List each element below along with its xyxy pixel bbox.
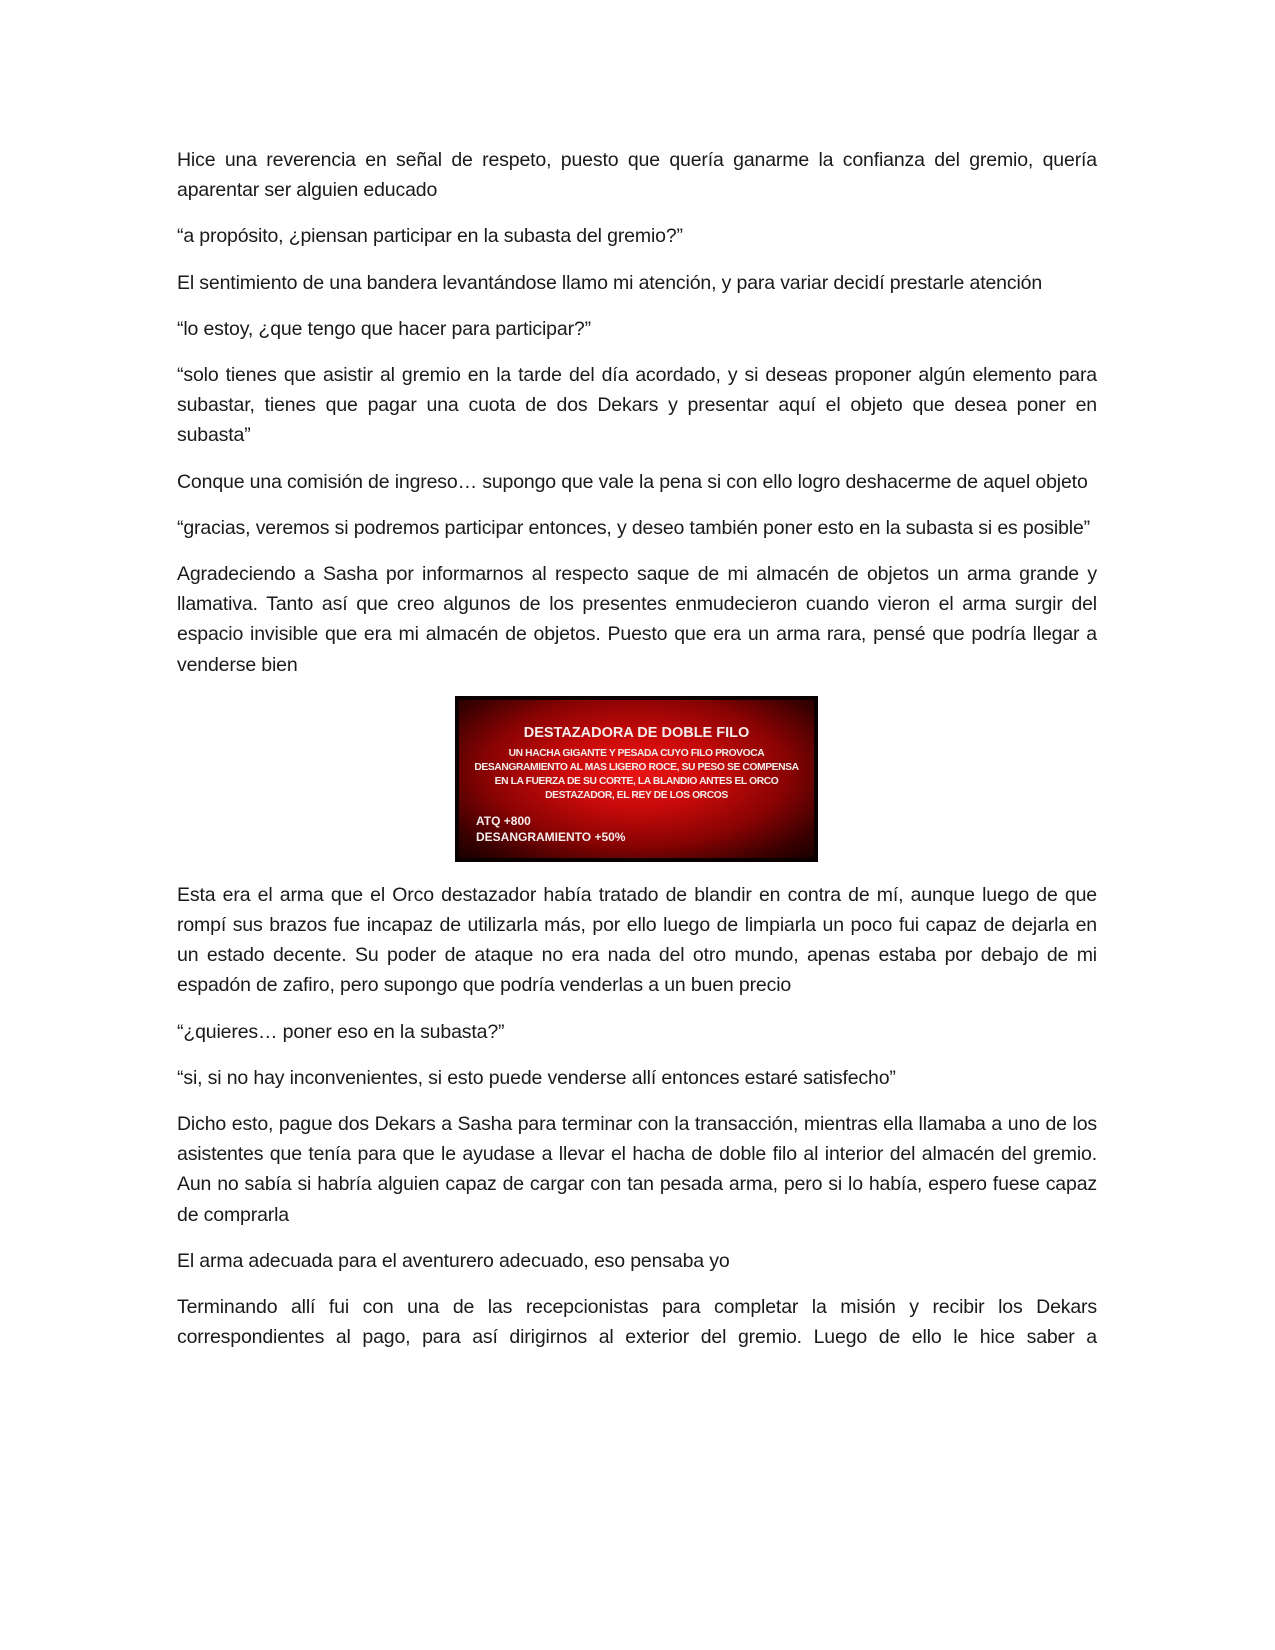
dialogue-paragraph: “a propósito, ¿piensan participar en la subasta del gremio?” <box>177 225 683 248</box>
item-stat-attack: ATQ +800 <box>476 813 531 828</box>
dialogue-paragraph: “gracias, veremos si podremos participar entonces, y deseo también poner esto en la subasta si es posible” <box>177 516 1090 539</box>
paragraph: Hice una reverencia en señal de respeto, puesto que quería ganarme la confianza del gremio, quería aparentar ser alguien educado <box>177 149 1097 202</box>
item-card-stats <box>476 813 625 845</box>
document-page <box>177 145 1097 1368</box>
item-card-description: UN HACHA GIGANTE Y PESADA CUYO FILO PROVOCA DESANGRAMIENTO AL MAS LIGERO ROCE, SU PESO SE COMPENSA EN LA FUERZA DE SU CORTE, LA BLANDIO ANTES EL ORCO DESTAZADOR, EL REY DE LOS ORCOS <box>474 747 799 801</box>
item-card-image <box>455 696 818 862</box>
paragraph: Conque una comisión de ingreso… supongo que vale la pena si con ello logro deshacerme de aquel objeto <box>177 470 1088 493</box>
item-figure <box>177 696 1097 862</box>
paragraph: Terminando allí fui con una de las recepcionistas para completar la misión y recibir los Dekars correspondientes al pago, para así dirigirnos al exterior del gremio. Luego de ello le hice saber a <box>177 1296 1097 1349</box>
paragraph: El arma adecuada para el aventurero adecuado, eso pensaba yo <box>177 1249 730 1272</box>
dialogue-paragraph: “¿quieres… poner eso en la subasta?” <box>177 1020 505 1043</box>
paragraph: Agradeciendo a Sasha por informarnos al respecto saque de mi almacén de objetos un arma grande y llamativa. Tanto así que creo algunos de los presentes enmudecieron cuando vieron el arma surgir del espacio invisible que era mi almacén de objetos. Puesto que era un arma rara, pensé que podría llegar a venderse bien <box>177 563 1097 676</box>
paragraph: El sentimiento de una bandera levantándose llamo mi atención, y para variar decidí prestarle atención <box>177 271 1043 294</box>
item-card-title: DESTAZADORA DE DOBLE FILO <box>523 724 750 741</box>
dialogue-paragraph: “lo estoy, ¿que tengo que hacer para participar?” <box>177 317 591 340</box>
paragraph: Dicho esto, pague dos Dekars a Sasha para terminar con la transacción, mientras ella llamaba a uno de los asistentes que tenía para que le ayudase a llevar el hacha de doble filo al interior del almacén del gremio. Aun no sabía si habría alguien capaz de cargar con tan pesada arma, pero si lo había, espero fuese capaz de comprarla <box>177 1113 1097 1226</box>
paragraph: Esta era el arma que el Orco destazador había tratado de blandir en contra de mí, aunque luego de que rompí sus brazos fue incapaz de utilizarla más, por ello luego de limpiarla un poco fui capaz de dejarla en un estado decente. Su poder de ataque no era nada del otro mundo, apenas estaba por debajo de mi espadón de zafiro, pero supongo que podría venderlas a un buen precio <box>177 883 1097 997</box>
dialogue-paragraph: “solo tienes que asistir al gremio en la tarde del día acordado, y si deseas proponer algún elemento para subastar, tienes que pagar una cuota de dos Dekars y presentar aquí el objeto que desea poner en subasta” <box>177 364 1097 447</box>
item-stat-bleed: DESANGRAMIENTO +50% <box>476 829 626 844</box>
dialogue-paragraph: “si, si no hay inconvenientes, si esto puede venderse allí entonces estaré satisfecho” <box>177 1066 896 1089</box>
